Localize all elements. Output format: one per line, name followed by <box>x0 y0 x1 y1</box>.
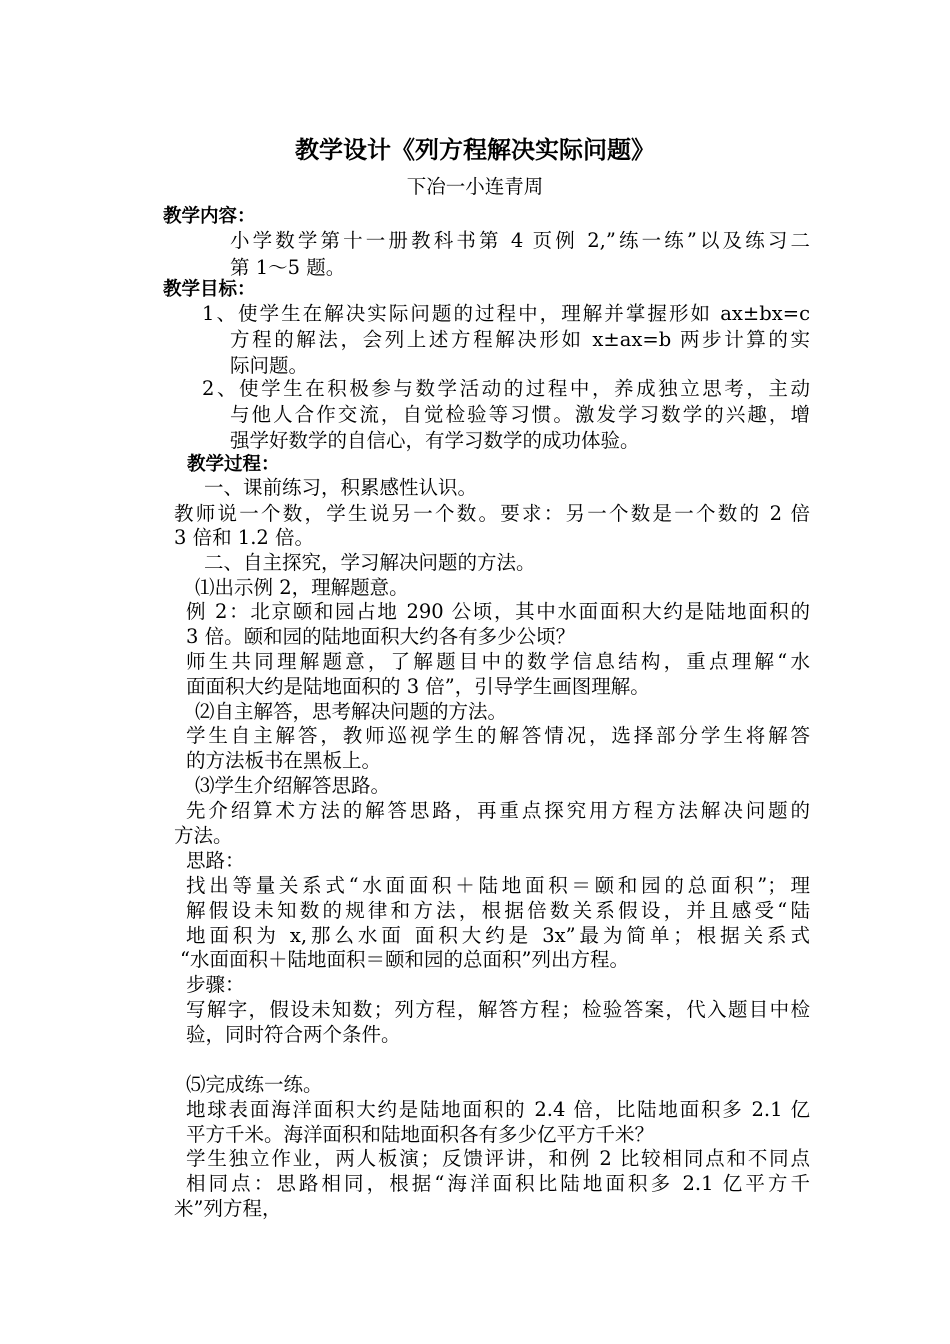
paragraph-line: ⑴出示例 2，理解题意。 <box>195 576 409 599</box>
paragraph-line: 师生共同理解题意，了解题目中的数学信息结构，重点理解“水 <box>186 650 810 673</box>
paragraph-line: 教师说一个数，学生说另一个数。要求：另一个数是一个数的 2 倍 <box>174 502 810 525</box>
paragraph-line: 方程的解法，会列上述方程解决形如 x±ax=b 两步计算的实 <box>230 328 810 351</box>
heading-teaching-content: 教学内容： <box>163 206 256 227</box>
paragraph-line: 找出等量关系式“水面面积＋陆地面积＝颐和园的总面积”；理 <box>186 874 810 897</box>
paragraph-line: 验，同时符合两个条件。 <box>186 1023 401 1046</box>
paragraph-line: ⑸完成练一练。 <box>186 1073 323 1096</box>
paragraph-line: 3 倍。颐和园的陆地面积大约各有多少公顷？ <box>186 625 576 648</box>
paragraph-line: 平方千米。海洋面积和陆地面积各有多少亿平方千米？ <box>186 1123 655 1146</box>
paragraph-line: 的方法板书在黑板上。 <box>186 749 382 772</box>
paragraph-line: 步骤： <box>186 973 245 996</box>
paragraph-line: 方法。 <box>174 824 233 847</box>
paragraph-line: 1、使学生在解决实际问题的过程中，理解并掌握形如 ax±bx=c <box>202 302 810 325</box>
paragraph-line: 学生独立作业，两人板演；反馈评讲，和例 2 比较相同点和不同点 <box>186 1147 810 1170</box>
paragraph-line: 第 1～5 题。 <box>230 256 346 279</box>
heading-teaching-goals: 教学目标： <box>163 279 256 300</box>
paragraph-line: 例 2：北京颐和园占地 290 公顷，其中水面面积大约是陆地面积的 <box>186 600 810 623</box>
paragraph-line: 与他人合作交流，自觉检验等习惯。激发学习数学的兴趣，增 <box>230 403 810 426</box>
paragraph-line: 先介绍算术方法的解答思路，再重点探究用方程方法解决问题的 <box>186 799 810 822</box>
paragraph-line: 面面积大约是陆地面积的 3 倍”，引导学生画图理解。 <box>186 675 650 698</box>
paragraph-line: 学生自主解答，教师巡视学生的解答情况，选择部分学生将解答 <box>186 724 810 747</box>
paragraph-line: 思路： <box>186 849 245 872</box>
author-line: 下冶一小连青周 <box>406 175 544 198</box>
section-heading: 二、自主探究，学习解决问题的方法。 <box>204 551 536 574</box>
section-heading: 一、课前练习，积累感性认识。 <box>204 476 478 499</box>
paragraph-line: “水面面积＋陆地面积＝颐和园的总面积”列出方程。 <box>180 948 629 971</box>
paragraph-line: 写解字，假设未知数；列方程，解答方程；检验答案，代入题目中检 <box>186 998 810 1021</box>
paragraph-line: 3 倍和 1.2 倍。 <box>174 526 315 549</box>
paragraph-line: 解假设未知数的规律和方法，根据倍数关系假设，并且感受“陆 <box>186 899 810 922</box>
paragraph-line: 地球表面海洋面积大约是陆地面积的 2.4 倍，比陆地面积多 2.1 亿 <box>186 1098 810 1121</box>
paragraph-line: 2、使学生在积极参与数学活动的过程中，养成独立思考，主动 <box>202 377 810 400</box>
paragraph-line: ⑵自主解答，思考解决问题的方法。 <box>195 700 508 723</box>
paragraph-line: 际问题。 <box>230 354 309 377</box>
paragraph-line: 相同点：思路相同，根据“海洋面积比陆地面积多 2.1 亿平方千 <box>186 1172 810 1195</box>
paragraph-line: 米”列方程， <box>174 1197 282 1220</box>
paragraph-line: 强学好数学的自信心，有学习数学的成功体验。 <box>230 429 640 452</box>
document-title: 教学设计《列方程解决实际问题》 <box>295 136 655 164</box>
paragraph-line: 地面积为 x,那么水面 面积大约是 3x”最为简单；根据关系式 <box>186 924 810 947</box>
heading-teaching-process: 教学过程： <box>187 454 280 475</box>
paragraph-line: ⑶学生介绍解答思路。 <box>195 774 391 797</box>
paragraph-line: 小学数学第十一册教科书第 4 页例 2,”练一练”以及练习二 <box>230 229 810 252</box>
